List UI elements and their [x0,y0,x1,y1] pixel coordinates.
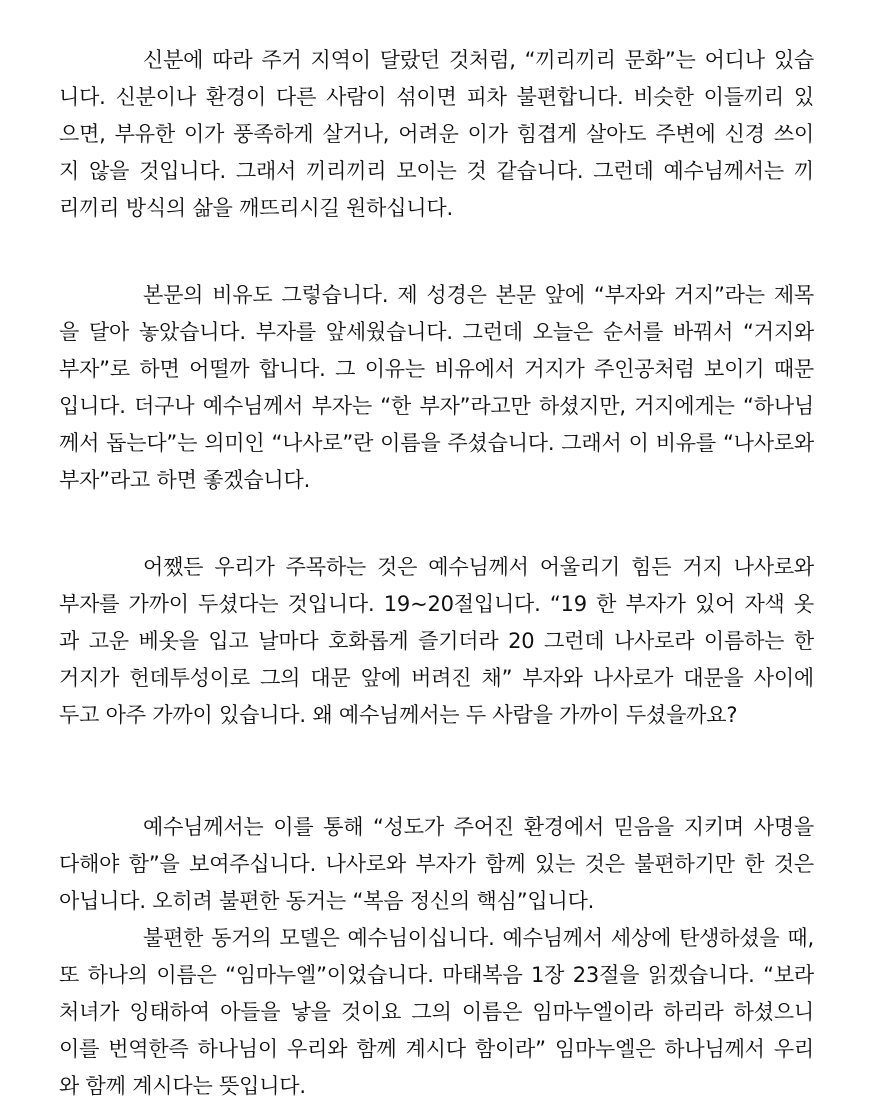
paragraph-4 [59,809,814,920]
text-line: 어쨌든 우리가 주목하는 것은 예수님께서 어울리기 힘든 거지 나사로와 [143,555,814,579]
text-line: 와 함께 계시다는 뜻입니다. [59,1074,306,1098]
text-line: 과 고운 베옷을 입고 날마다 호화롭게 즐기더라 20 그런데 나사로라 이름하는 한 [59,629,814,653]
text-line: 본문의 비유도 그렇습니다. 제 성경은 본문 앞에 “부자와 거지”라는 제목 [143,283,814,307]
text-line: 처녀가 잉태하여 아들을 낳을 것이요 그의 이름은 임마누엘이라 하리라 하셨으니 [59,1000,814,1024]
paragraph-gap [59,499,814,549]
text-line: 부자”로 하면 어떨까 합니다. 그 이유는 비유에서 거지가 주인공처럼 보이기 때문 [59,357,814,381]
text-line: 예수님께서는 이를 통해 “성도가 주어진 환경에서 믿음을 지키며 사명을 [143,815,814,839]
text-line: 아닙니다. 오히려 불편한 동거는 “복음 정신의 핵심”입니다. [59,889,595,913]
text-line: 거지가 헌데투성이로 그의 대문 앞에 버려진 채” 부자와 나사로가 대문을 사이에 [59,666,814,690]
paragraph-2 [59,277,814,499]
text-line: 리끼리 방식의 삶을 깨뜨리시길 원하십니다. [59,196,453,220]
text-line: 을 달아 놓았습니다. 부자를 앞세웠습니다. 그런데 오늘은 순서를 바꿔서 “거지와 [59,320,814,344]
text-line: 신분에 따라 주거 지역이 달랐던 것처럼, “끼리끼리 문화”는 어디나 있습 [143,48,814,72]
text-line: 부자”라고 하면 좋겠습니다. [59,468,311,492]
document-body [59,42,814,1105]
paragraph-gap [59,734,814,809]
text-line: 입니다. 더구나 예수님께서 부자는 “한 부자”라고만 하셨지만, 거지에게는 “하나님 [59,394,814,418]
paragraph-5 [59,920,814,1105]
text-line: 니다. 신분이나 환경이 다른 사람이 섞이면 피차 불편합니다. 비슷한 이들끼리 있 [59,85,814,109]
paragraph-3 [59,549,814,734]
text-line: 께서 돕는다”는 의미인 “나사로”란 이름을 주셨습니다. 그래서 이 비유를 “나사로와 [59,431,814,455]
text-line: 이를 번역한즉 하나님이 우리와 함께 계시다 함이라” 임마누엘은 하나님께서 우리 [59,1037,814,1061]
text-line: 다해야 함”을 보여주십니다. 나사로와 부자가 함께 있는 것은 불편하기만 한 것은 [59,852,814,876]
text-line: 지 않을 것입니다. 그래서 끼리끼리 모이는 것 같습니다. 그런데 예수님께서는 끼 [59,159,814,183]
paragraph-gap [59,227,814,277]
text-line: 으면, 부유한 이가 풍족하게 살거나, 어려운 이가 힘겹게 살아도 주변에 신경 쓰이 [59,122,814,146]
text-line: 두고 아주 가까이 있습니다. 왜 예수님께서는 두 사람을 가까이 두셨을까요? [59,703,738,727]
text-line: 부자를 가까이 두셨다는 것입니다. 19~20절입니다. “19 한 부자가 있어 자색 옷 [59,592,814,616]
paragraph-1 [59,42,814,227]
text-line: 또 하나의 이름은 “임마누엘”이었습니다. 마태복음 1장 23절을 읽겠습니다. “보라 [59,963,814,987]
text-line: 불편한 동거의 모델은 예수님이십니다. 예수님께서 세상에 탄생하셨을 때, [143,926,814,950]
